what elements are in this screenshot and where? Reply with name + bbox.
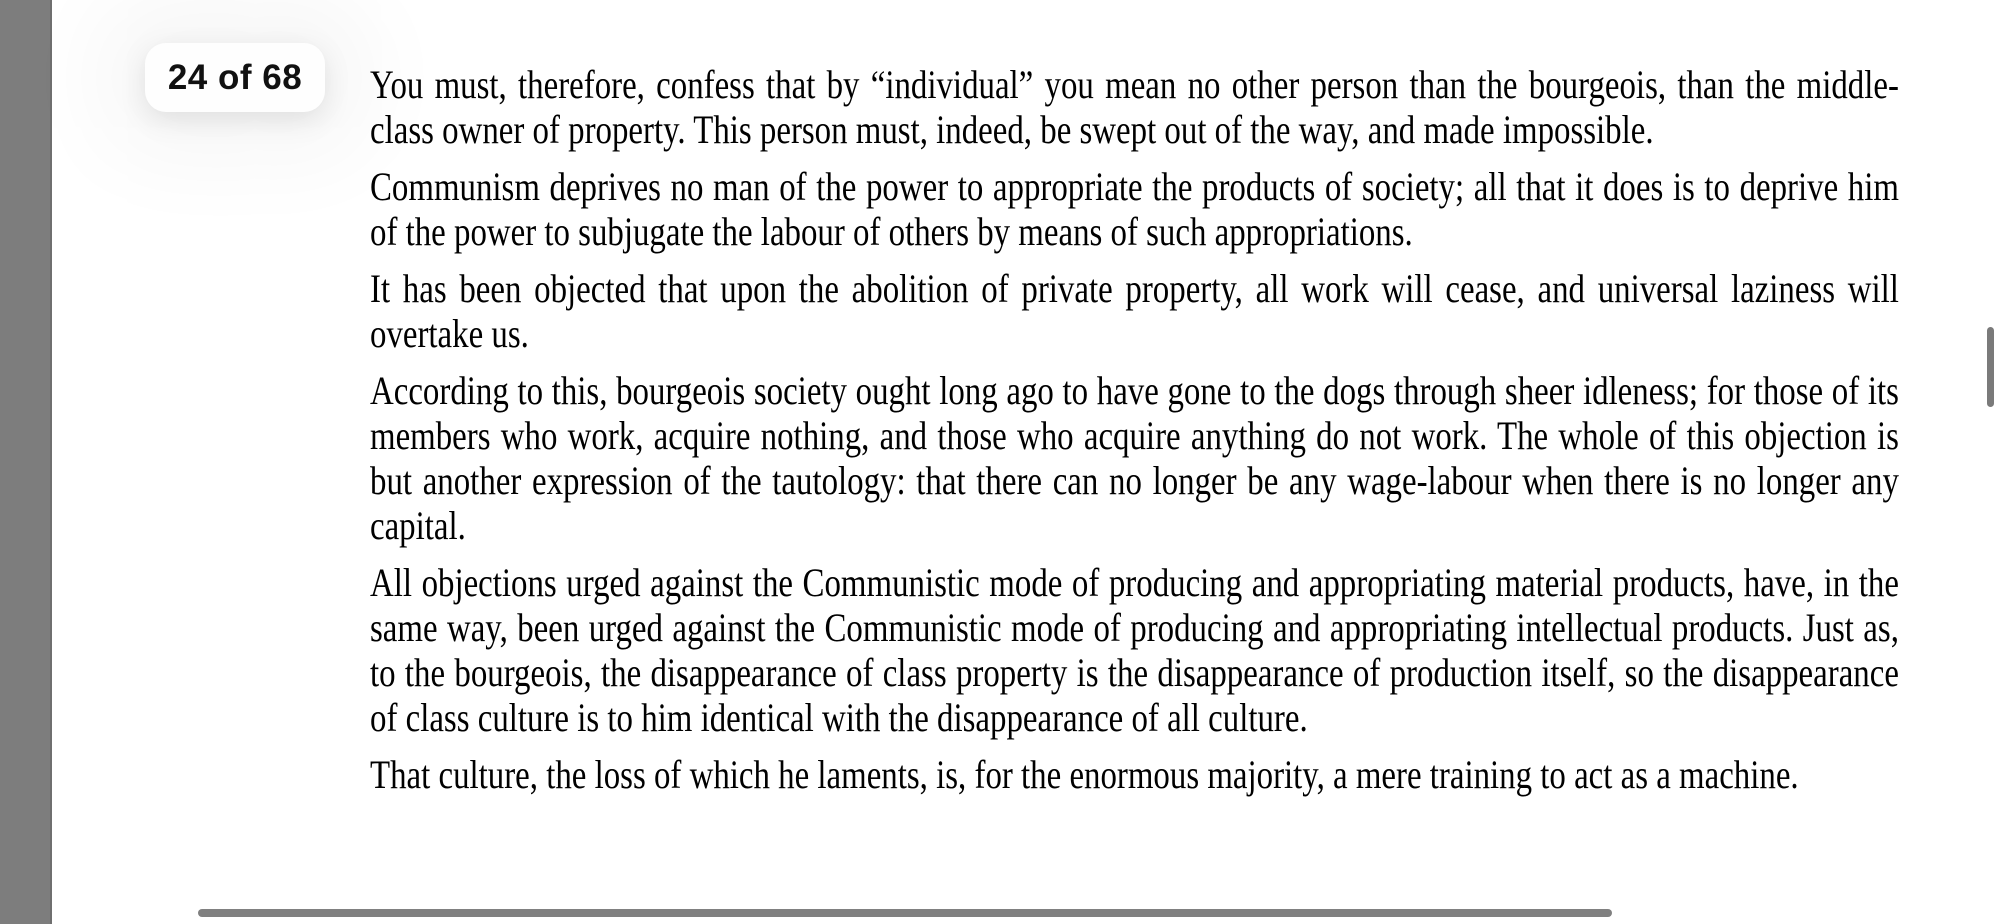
vertical-scrollbar-thumb[interactable]	[1987, 327, 1994, 407]
page-indicator-badge	[145, 43, 325, 112]
paragraph: You must, therefore, confess that by “individual” you mean no other person than the bourgeois, than the middle-class owner of property. This person must, indeed, be swept out of the way, and made impossible.	[370, 62, 1899, 152]
page-text-column	[370, 62, 1899, 809]
page-indicator-label: 24 of 68	[167, 57, 303, 97]
window-edge-bar	[0, 0, 52, 924]
paragraph: It has been objected that upon the abolition of private property, all work will cease, and universal laziness will overtake us.	[370, 266, 1899, 356]
paragraph: That culture, the loss of which he laments, is, for the enormous majority, a mere training to act as a machine.	[370, 752, 1799, 797]
paragraph: According to this, bourgeois society ought long ago to have gone to the dogs through sheer idleness; for those of its members who work, acquire nothing, and those who acquire anything do not work. The whole of this objection is but another expression of the tautology: that there can no longer be any wage-labour when there is no longer any capital.	[370, 368, 1899, 548]
paragraph: All objections urged against the Communistic mode of producing and appropriating material products, have, in the same way, been urged against the Communistic mode of producing and appropriating intellectual products. Just as, to the bourgeois, the disappearance of class property is the disappearance of production itself, so the disappearance of class culture is to him identical with the disappearance of all culture.	[370, 560, 1899, 740]
paragraph: Communism deprives no man of the power to appropriate the products of society; all that it does is to deprive him of the power to subjugate the labour of others by means of such appropriations.	[370, 164, 1899, 254]
horizontal-scrollbar-thumb[interactable]	[198, 909, 1612, 917]
